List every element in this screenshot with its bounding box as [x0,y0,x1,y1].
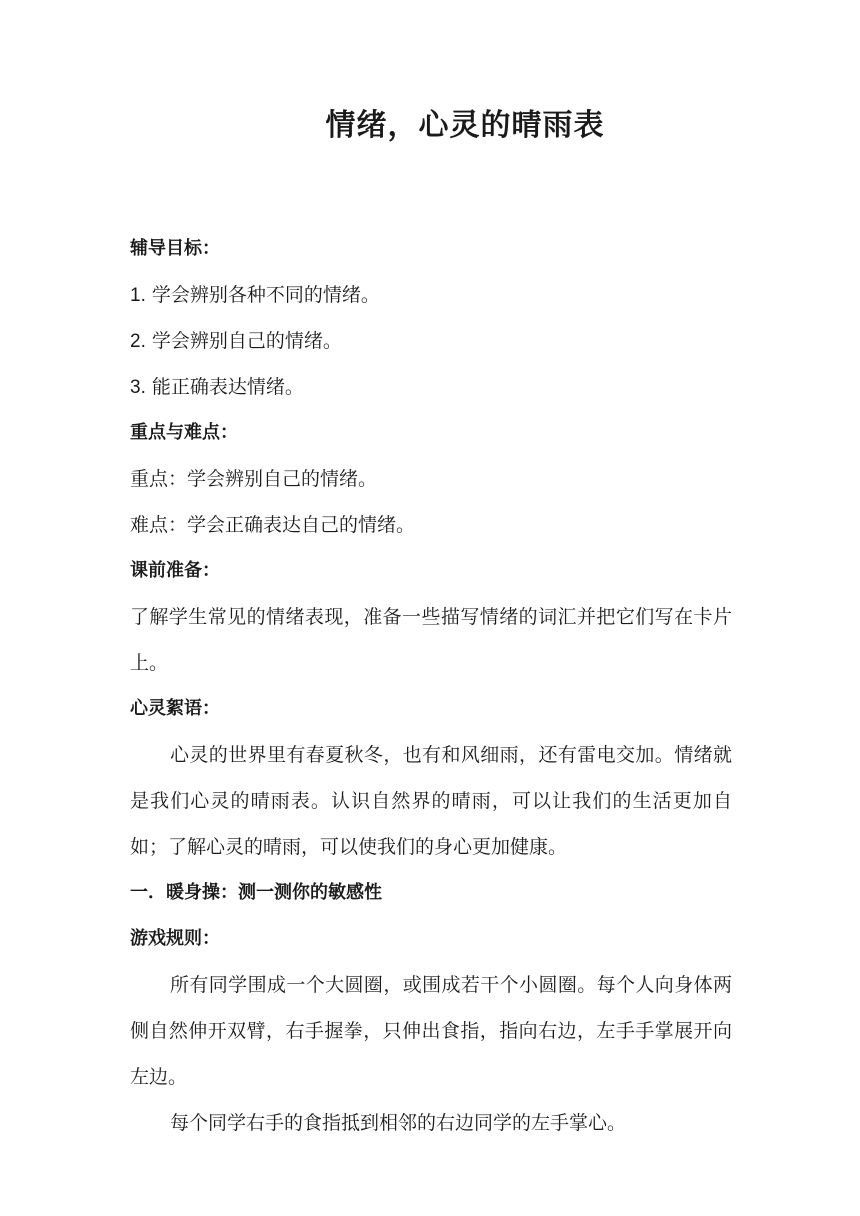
rules-paragraph-1: 所有同学围成一个大圆圈，或围成若干个小圆圈。每个人向身体两侧自然伸开双臂，右手握拳，只伸出食指，指向右边，左手手掌展开向左边。 [130,974,732,1088]
difficulty-text: 难点：学会正确表达自己的情绪。 [130,514,416,536]
document-body [130,226,732,1146]
whisper-text: 心灵的世界里有春夏秋冬，也有和风细雨，还有雷电交加。情绪就是我们心灵的晴雨表。认识自然界的晴雨，可以让我们的生活更加自如；了解心灵的晴雨，可以使我们的身心更加健康。 [130,744,732,858]
goal-number: 2. [130,331,146,352]
warmup-heading: 一．暖身操：测一测你的敏感性 [130,882,382,903]
rules-heading: 游戏规则： [130,928,220,949]
key-point-text: 重点：学会辨别自己的情绪。 [130,468,378,490]
preparation-heading: 课前准备： [130,560,220,581]
goal-text: 学会辨别自己的情绪。 [151,330,342,352]
goals-heading: 辅导目标： [130,238,220,259]
whisper-heading: 心灵絮语： [130,698,220,719]
goal-text: 学会辨别各种不同的情绪。 [151,284,380,306]
goal-number: 1. [130,285,146,306]
document-title: 情绪，心灵的晴雨表 [325,108,605,143]
goal-item-2 [130,318,732,364]
goal-item-1 [130,272,732,318]
goal-text: 能正确表达情绪。 [151,376,304,398]
rules-paragraph-2: 每个同学右手的食指抵到相邻的右边同学的左手掌心。 [170,1112,627,1134]
preparation-text: 了解学生常见的情绪表现，准备一些描写情绪的词汇并把它们写在卡片上。 [130,606,732,674]
key-points-heading: 重点与难点： [130,422,238,443]
goal-item-3 [130,364,732,410]
goal-number: 3. [130,377,146,398]
